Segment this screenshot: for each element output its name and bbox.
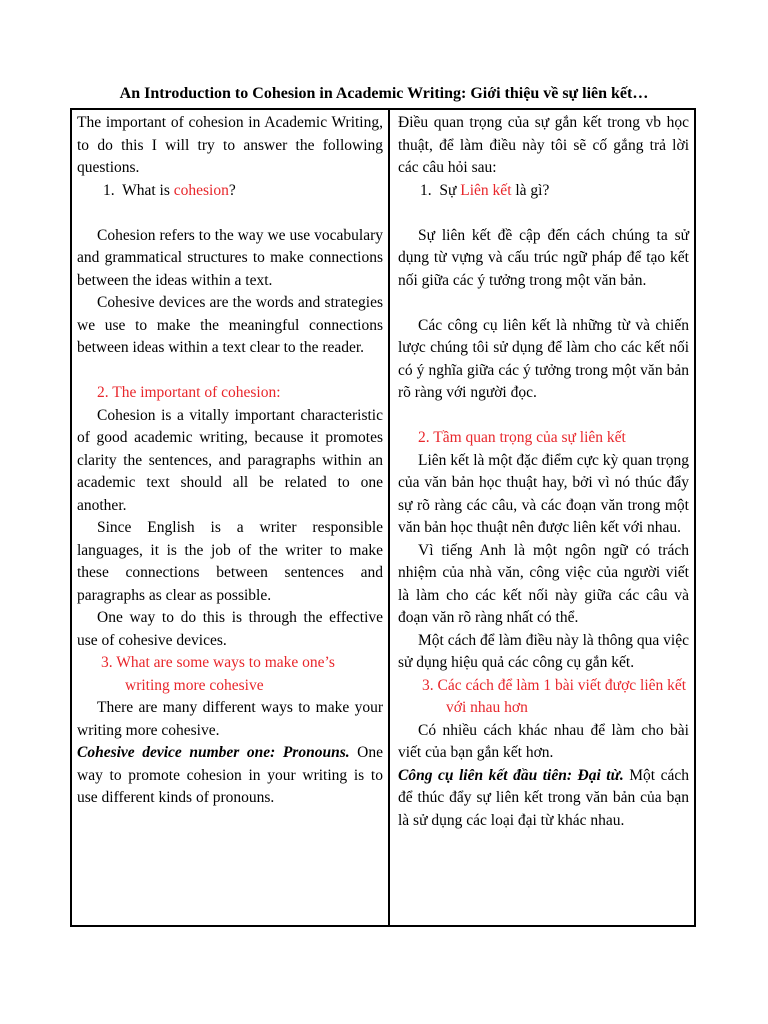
- vietnamese-paragraph-devices: Các công cụ liên kết là những từ và chiến lược chúng tôi sử dụng để làm cho các kết nối có ý nghĩa giữa các ý tưởng trong một văn bản rõ ràng với người đọc.: [398, 316, 689, 401]
- english-question-1-end: ?: [228, 181, 236, 199]
- vietnamese-paragraph-ways: Có nhiều cách khác nhau để làm cho bài viết của bạn gắn kết hơn.: [398, 721, 689, 761]
- english-cohesion-keyword: cohesion: [173, 181, 229, 199]
- english-intro: The important of cohesion in Academic Writing, to do this I will try to answer the following questions.: [77, 114, 383, 176]
- english-pronouns-label: Cohesive device number one: Pronouns.: [77, 744, 350, 761]
- english-question-1-text: What is: [122, 181, 174, 199]
- vietnamese-paragraph-definition: Sự liên kết đề cập đến cách chúng ta sử dụng từ vựng và cấu trúc ngữ pháp để tạo kết nối giữa các ý tưởng trong một văn bản.: [398, 226, 689, 289]
- vietnamese-heading-importance: 2. Tầm quan trọng của sự liên kết: [418, 429, 626, 446]
- vietnamese-column: [398, 112, 689, 832]
- english-paragraph-definition: Cohesion refers to the way we use vocabulary and grammatical structures to make connections between the ideas within a text.: [77, 226, 383, 289]
- english-paragraph-pronouns: [77, 742, 383, 810]
- vietnamese-paragraph-pronouns: [398, 765, 689, 833]
- vietnamese-cohesion-keyword: Liên kết: [460, 181, 512, 199]
- vietnamese-question-1: [398, 180, 689, 203]
- vietnamese-question-1-text: Sự: [439, 181, 461, 199]
- english-pronouns-text: One way to promote cohesion in your writing is to use different kinds of pronouns.: [77, 744, 384, 806]
- document-title: An Introduction to Cohesion in Academic Writing: Giới thiệu về sự liên kết…: [119, 85, 649, 102]
- english-heading-ways: 3. What are some ways to make one’s writing more cohesive: [101, 654, 335, 694]
- english-column: [77, 112, 383, 810]
- english-question-1-number: 1.: [103, 181, 115, 199]
- column-divider: [388, 109, 390, 926]
- vietnamese-question-1-end: là gì?: [511, 181, 550, 199]
- vietnamese-heading-ways: 3. Các cách để làm 1 bài viết được liên kết với nhau hơn: [422, 676, 687, 716]
- vietnamese-pronouns-text: Một cách để thúc đẩy sự liên kết trong văn bản của bạn là sử dụng các loại đại từ khác nhau.: [398, 766, 689, 829]
- vietnamese-paragraph-importance: Liên kết là một đặc điểm cực kỳ quan trọng của văn bản học thuật hay, bởi vì nó thúc đẩy sự rõ ràng các câu, và các đoạn văn trong một văn bản học thuật nên được liên kết với nhau.: [398, 451, 689, 536]
- vietnamese-pronouns-label: Công cụ liên kết đầu tiên: Đại từ.: [398, 766, 624, 784]
- english-paragraph-responsibility: Since English is a writer responsible languages, it is the job of the writer to make these connections between sentences and paragraphs as clear as possible.: [77, 519, 383, 604]
- vietnamese-paragraph-devices-use: Một cách để làm điều này là thông qua việc sử dụng hiệu quả các công cụ gắn kết.: [398, 631, 689, 671]
- english-heading-importance: 2. The important of cohesion:: [97, 384, 281, 401]
- english-paragraph-importance: Cohesion is a vitally important characteristic of good academic writing, because it promotes clarity the sentences, and paragraphs within an academic text should all be related to one another.: [77, 406, 383, 514]
- english-paragraph-devices-use: One way to do this is through the effective use of cohesive devices.: [77, 609, 383, 649]
- vietnamese-question-1-number: 1.: [420, 181, 432, 199]
- vietnamese-paragraph-responsibility: Vì tiếng Anh là một ngôn ngữ có trách nhiệm của nhà văn, công việc của người viết là làm cho các kết nối này giữa các câu và đoạn văn rõ ràng nhất có thể.: [398, 541, 689, 626]
- english-question-1: [77, 180, 383, 203]
- english-paragraph-ways: There are many different ways to make your writing more cohesive.: [77, 699, 383, 739]
- vietnamese-intro: Điều quan trọng của sự gắn kết trong vb học thuật, để làm điều này tôi sẽ cố gắng trả lời các câu hỏi sau:: [398, 114, 689, 176]
- bilingual-table: [70, 108, 696, 927]
- english-paragraph-devices: Cohesive devices are the words and strategies we use to make the meaningful connections between ideas within a text clear to the reader.: [77, 294, 383, 356]
